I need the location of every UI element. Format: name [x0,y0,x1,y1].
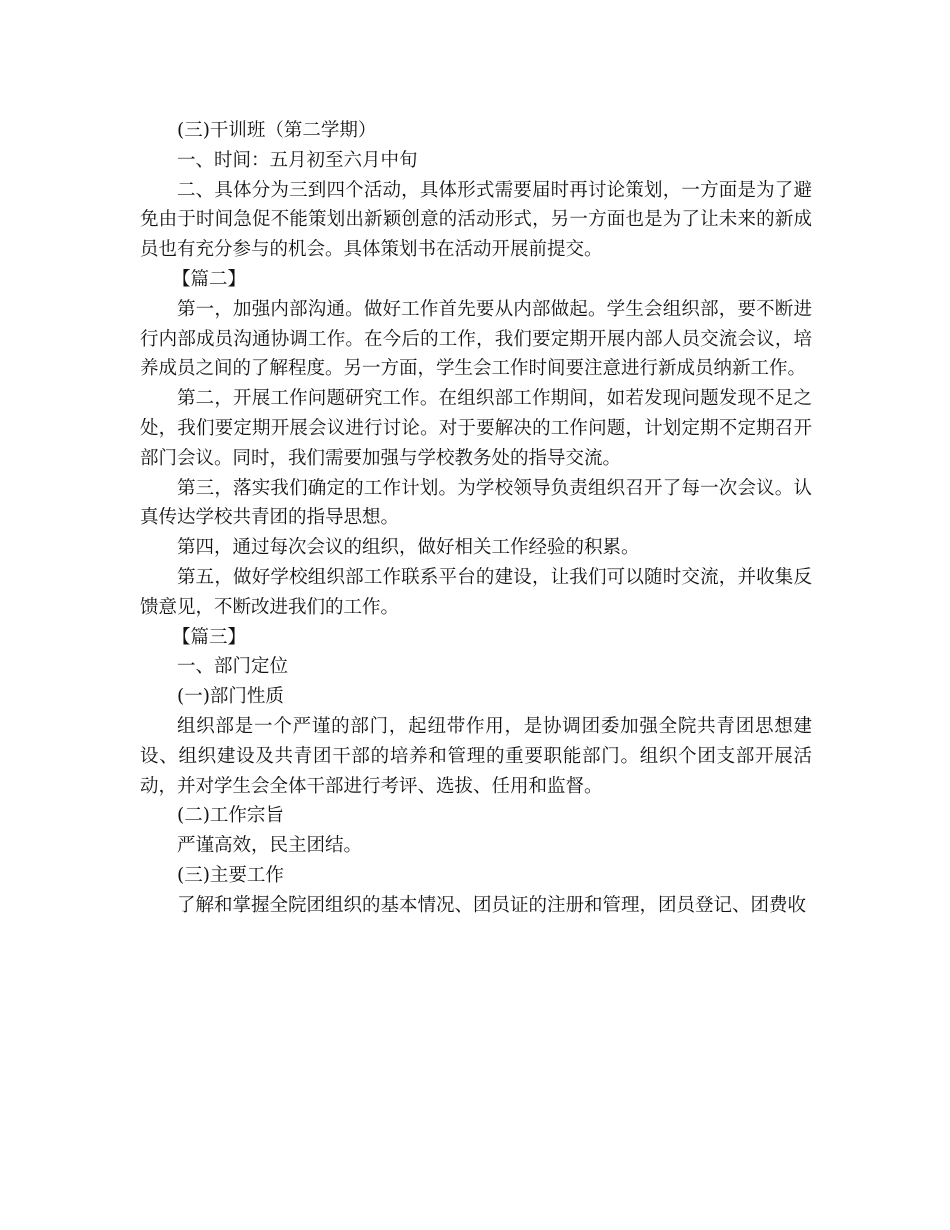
subheading-department-nature: (一)部门性质 [177,686,284,708]
paragraph-fifth: 第五，做好学校组织部工作联系平台的建设，让我们可以随时交流，并收集反馈意见，不断改进我们的工作。 [140,566,812,618]
paragraph-time: 一、时间：五月初至六月中旬 [177,149,418,171]
subsection-heading-training-class: (三)干训班（第二学期） [177,120,377,141]
paragraph-activities: 二、具体分为三到四个活动，具体形式需要届时再讨论策划，一方面是为了避免由于时间急促不能策划出新颖创意的活动形式，另一方面也是为了让未来的新成员也有充分参与的机会。具体策划书在活动开展前提交。 [140,179,812,261]
paragraph-main-work: 了解和掌握全院团组织的基本情况、团员证的注册和管理，团员登记、团费收 [177,894,807,916]
paragraph-second: 第二，开展工作问题研究工作。在组织部工作期间，如若发现问题发现不足之处，我们要定期开展会议进行讨论。对于要解决的工作问题，计划定期不定期召开部门会议。同时，我们需要加强与学校教务处的指导交流。 [140,388,812,469]
document-body [140,116,812,921]
heading-department-positioning: 一、部门定位 [177,656,289,678]
section-heading-part-two: 【篇二】 [172,268,247,290]
section-heading-part-three: 【篇三】 [172,626,247,648]
subheading-main-work: (三)主要工作 [177,864,284,886]
paragraph-work-purpose: 严谨高效，民主团结。 [177,835,363,857]
subheading-work-purpose: (二)工作宗旨 [177,805,284,827]
paragraph-third: 第三，落实我们确定的工作计划。为学校领导负责组织召开了每一次会议。认真传达学校共青团的指导思想。 [140,477,812,529]
paragraph-first: 第一，加强内部沟通。做好工作首先要从内部做起。学生会组织部，要不断进行内部成员沟通协调工作。在今后的工作，我们要定期开展内部人员交流会议，培养成员之间的了解程度。另一方面，学生会工作时间要注意进行新成员纳新工作。 [140,298,812,380]
paragraph-fourth: 第四，通过每次会议的组织，做好相关工作经验的积累。 [177,537,640,559]
paragraph-department-nature: 组织部是一个严谨的部门，起纽带作用，是协调团委加强全院共青团思想建设、组织建设及共青团干部的培养和管理的重要职能部门。组织个团支部开展活动，并对学生会全体干部进行考评、选拔、任用和监督。 [140,715,812,797]
